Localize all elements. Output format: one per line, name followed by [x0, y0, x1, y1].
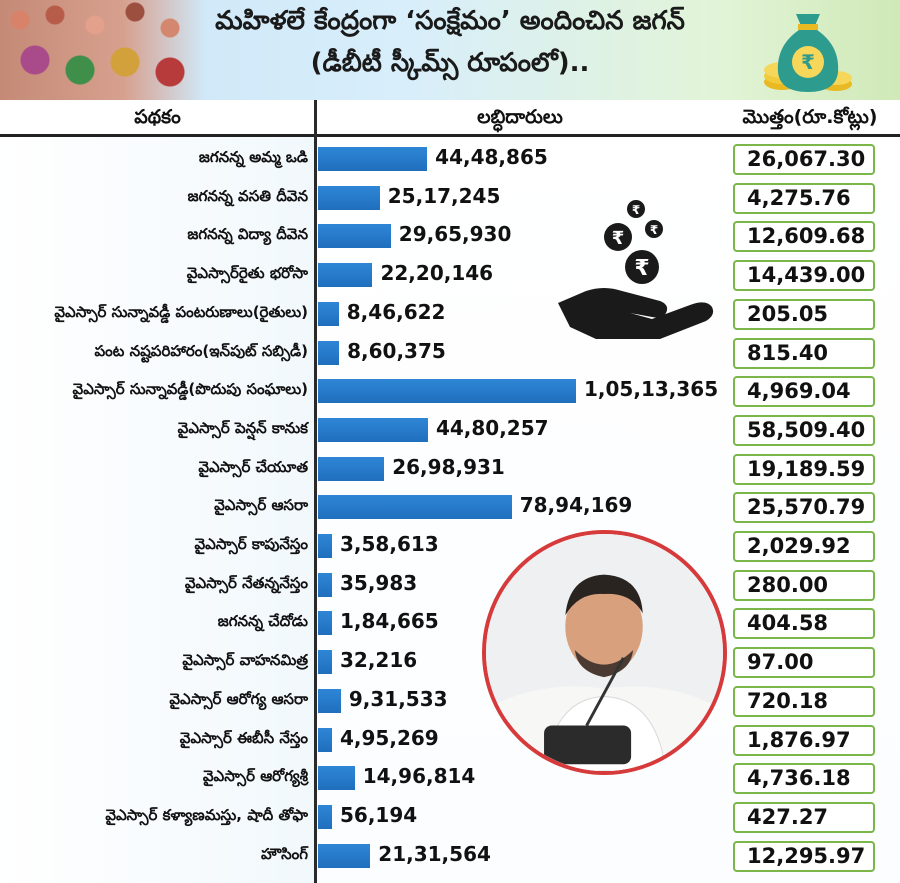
leader-photo [482, 530, 727, 775]
beneficiaries-value: 8,46,622 [346, 299, 446, 324]
scheme-label: వైఎస్సార్ ఆరోగ్యశ్రీ [202, 767, 308, 786]
beneficiaries-bar [318, 805, 332, 829]
beneficiaries-value: 8,60,375 [347, 338, 446, 363]
beneficiaries-bar [318, 689, 341, 713]
table-row [0, 372, 900, 410]
beneficiaries-value: 44,48,865 [435, 145, 548, 169]
total-amount-box: 97.00 [733, 647, 875, 678]
total-amount-box: 58,509.40 [733, 415, 875, 446]
beneficiaries-bar [318, 534, 332, 558]
scheme-label: వైఎస్సార్ ఆరోగ్య ఆసరా [169, 689, 308, 708]
crowd-photo [0, 0, 205, 100]
table-row [0, 179, 900, 217]
beneficiaries-bar [318, 263, 372, 287]
total-amount-box: 19,189.59 [733, 454, 875, 485]
table-row [0, 411, 900, 449]
beneficiaries-bar [318, 766, 355, 790]
table-row [0, 140, 900, 178]
total-amount-box: 25,570.79 [733, 492, 875, 523]
total-amount-box: 4,275.76 [733, 183, 875, 214]
beneficiaries-bar [318, 611, 332, 635]
beneficiaries-value: 44,80,257 [435, 415, 549, 440]
scheme-label: వైఎస్సార్ కాపునేస్తం [194, 535, 308, 553]
total-amount-box: 720.18 [733, 686, 875, 717]
beneficiaries-value: 35,983 [340, 570, 418, 595]
table-row [0, 256, 900, 294]
beneficiaries-value: 78,94,169 [519, 493, 633, 518]
total-amount-box: 26,067.30 [733, 144, 875, 175]
table-row [0, 488, 900, 526]
chart-subtitle: (డీబీటీ స్కీమ్స్ రూపంలో).. [310, 48, 590, 78]
beneficiaries-bar [318, 341, 339, 365]
total-amount-box: 12,295.97 [733, 841, 875, 872]
scheme-label: వైఎస్సార్ వాహనమిత్ర [182, 651, 308, 670]
beneficiaries-value: 29,65,930 [398, 222, 512, 247]
scheme-label: వైఎస్సార్ ఈబీసీ నేస్తం [179, 728, 308, 747]
beneficiaries-bar [318, 573, 332, 597]
total-amount-box: 1,876.97 [733, 725, 875, 756]
total-amount-box: 2,029.92 [733, 531, 875, 562]
scheme-label: వైఎస్సార్ చేయూత [198, 457, 308, 476]
beneficiaries-value: 26,98,931 [392, 454, 505, 479]
table-row [0, 837, 900, 875]
total-amount-box: 815.40 [733, 338, 875, 369]
table-row [0, 217, 900, 255]
beneficiaries-column-header: లబ్ధిదారులు [477, 106, 563, 128]
beneficiaries-bar [318, 418, 428, 442]
money-bag-icon [760, 4, 855, 98]
table-row [0, 604, 900, 642]
total-amount-box: 205.05 [733, 299, 875, 330]
table-row [0, 450, 900, 488]
beneficiaries-value: 21,31,564 [378, 841, 491, 866]
scheme-label: వైఎస్సార్‌రైతు భరోసా [186, 264, 308, 283]
column-headers [0, 100, 900, 134]
svg-text:₹: ₹ [801, 50, 815, 74]
scheme-column-header: పథకం [134, 106, 181, 128]
beneficiaries-value: 25,17,245 [387, 183, 501, 208]
table-row [0, 334, 900, 372]
scheme-label: జగనన్న చేదోడు [217, 612, 308, 631]
total-amount-box: 404.58 [733, 608, 875, 639]
beneficiaries-value: 4,95,269 [340, 725, 439, 750]
svg-text:₹: ₹ [649, 223, 659, 237]
scheme-label: వైఎస్సార్ ఆసరా [214, 496, 308, 515]
scheme-label: వైఎస్సార్ సున్నావడ్డీ(పొదుపు సంఘాలు) [72, 380, 308, 399]
beneficiaries-value: 9,31,533 [348, 686, 448, 711]
beneficiaries-value: 1,84,665 [340, 609, 439, 634]
total-column-header: మొత్తం(రూ.కోట్లు) [742, 106, 878, 128]
beneficiaries-value: 32,216 [340, 648, 418, 673]
table-row [0, 798, 900, 836]
scheme-label: జగనన్న వసతి దీవెన [187, 186, 308, 205]
svg-text:₹: ₹ [631, 203, 641, 217]
beneficiaries-bar [318, 224, 391, 248]
beneficiaries-value: 14,96,814 [362, 764, 476, 789]
scheme-label: వైఎస్సార్ నేతన్ననేస్తం [184, 573, 308, 592]
beneficiaries-value: 22,20,146 [380, 261, 494, 286]
beneficiaries-bar [318, 147, 427, 171]
table-row [0, 721, 900, 759]
beneficiaries-bar [318, 457, 384, 481]
scheme-label: జగనన్న విద్యా దీవెన [187, 225, 308, 244]
scheme-label: హౌసింగ్ [260, 844, 308, 863]
scheme-label: వైఎస్సార్ సున్నావడ్డీ పంటరుణాలు(రైతులు) [54, 302, 308, 321]
beneficiaries-value: 56,194 [340, 802, 418, 827]
svg-text:₹: ₹ [634, 256, 650, 281]
total-amount-box: 4,736.18 [733, 763, 875, 794]
table-row [0, 682, 900, 720]
header-banner [0, 0, 900, 100]
beneficiaries-bar [318, 302, 339, 326]
beneficiaries-bar [318, 186, 380, 210]
beneficiaries-bar [318, 650, 332, 674]
beneficiaries-value: 3,58,613 [340, 532, 439, 556]
table-row [0, 295, 900, 333]
total-amount-box: 280.00 [733, 570, 875, 601]
table-row [0, 527, 900, 565]
scheme-label: జగనన్న అమ్మ ఒడి [198, 148, 308, 166]
total-amount-box: 4,969.04 [733, 376, 875, 407]
beneficiaries-value: 1,05,13,365 [584, 377, 719, 402]
total-amount-box: 14,439.00 [733, 260, 875, 291]
beneficiaries-bar [318, 844, 370, 868]
scheme-label: పంట నష్టపరిహారం(ఇన్‌పుట్ సబ్సిడీ) [94, 341, 308, 360]
scheme-label: వైఎస్సార్ కళ్యాణమస్తు, షాదీ తోఫా [105, 805, 308, 824]
table-row [0, 759, 900, 797]
chart-title: మహిళలే కేంద్రంగా ‘సంక్షేమం’ అందించిన జగన్ [215, 6, 685, 36]
beneficiaries-bar [318, 495, 512, 519]
total-amount-box: 12,609.68 [733, 221, 875, 252]
beneficiaries-bar [318, 728, 332, 752]
svg-text:₹: ₹ [611, 228, 625, 249]
table-row [0, 643, 900, 681]
scheme-label: వైఎస్సార్ పెన్షన్ కానుక [177, 418, 308, 437]
table-row [0, 566, 900, 604]
total-amount-box: 427.27 [733, 802, 875, 833]
beneficiaries-bar [318, 379, 576, 403]
